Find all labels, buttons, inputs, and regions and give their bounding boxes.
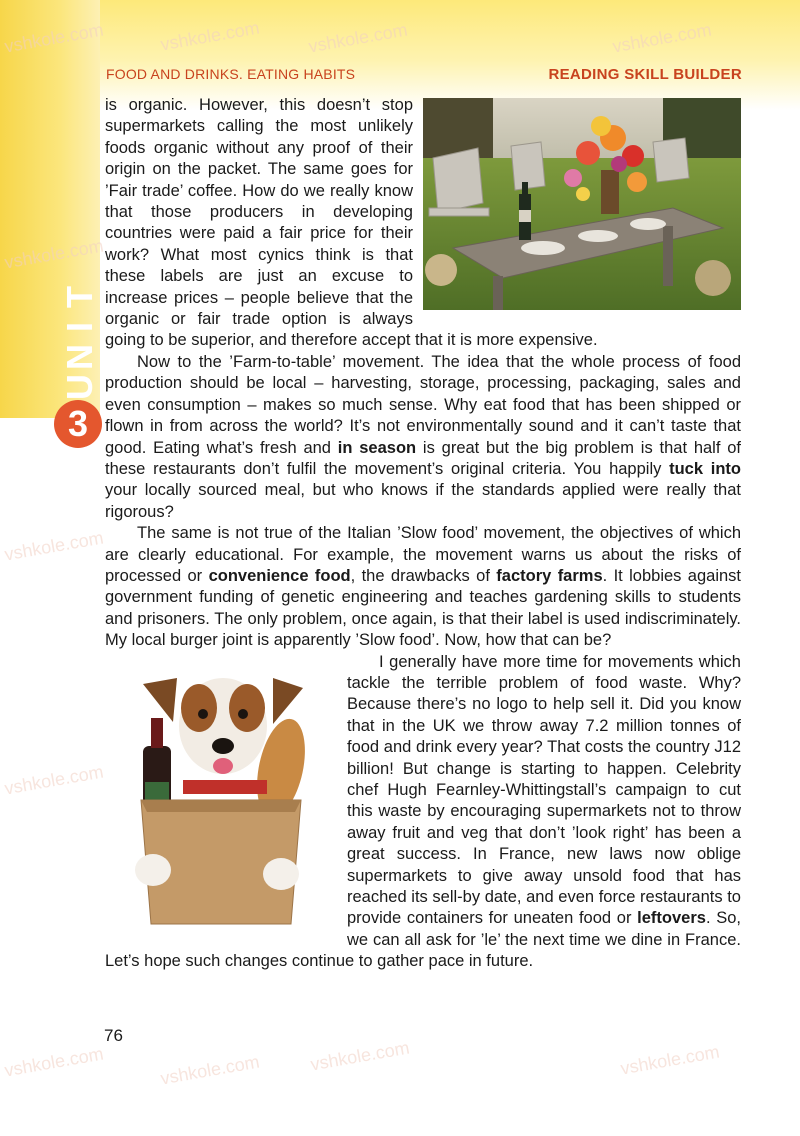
unit-number-badge: 3 bbox=[54, 400, 102, 448]
dog-with-grocery-bag-illustration bbox=[105, 662, 337, 934]
key-phrase-convenience-food: convenience food bbox=[208, 566, 351, 585]
article-body bbox=[105, 95, 741, 973]
key-phrase-tuck-into: tuck into bbox=[669, 459, 742, 478]
watermark: vshkole.com bbox=[618, 1041, 721, 1079]
garden-table-illustration bbox=[423, 98, 741, 310]
section-title: FOOD AND DRINKS. EATING HABITS bbox=[106, 66, 356, 82]
key-phrase-leftovers: leftovers bbox=[637, 909, 706, 928]
unit-letter: T bbox=[59, 286, 100, 308]
paragraph-1: is organic. However, this doesn’t stop supermarkets calling the most unlikely foods organic without any proof of their origin on the packet. The same goes for ’Fair trade’ coffee. How do we really know that those producers in developing countries were paid a fair price for their work? What most cynics think is that these labels are just an excuse to increase prices – people believe that the organic or fair trade option is always going to be superior, and therefore accept that it is more expensive. bbox=[105, 96, 598, 350]
watermark: vshkole.com bbox=[2, 527, 105, 565]
watermark: vshkole.com bbox=[2, 1043, 105, 1081]
unit-letter: N bbox=[59, 344, 100, 370]
key-phrase-factory-farms: factory farms bbox=[496, 566, 603, 585]
watermark: vshkole.com bbox=[158, 17, 261, 55]
paragraph-3-text: , the drawbacks of bbox=[350, 566, 497, 585]
paragraph-3-text: . It lobbies against government funding of genetic engineering and teaches gardening skills to students and prisoners. The only problem, once again, is that their label is used indiscriminately. My local burger joint is apparently ’Slow food’. Now, how that can be? bbox=[105, 566, 742, 650]
paragraph-3-text: The same is not true of the Italian ’Slow food’ movement, the objectives of which are clearly educational. For example, the movement warns us about the risks of processed or bbox=[105, 524, 741, 585]
watermark: vshkole.com bbox=[2, 235, 105, 273]
watermark: vshkole.com bbox=[2, 761, 105, 799]
dog-grocery-photo bbox=[105, 662, 337, 934]
paragraph-2-text: is great but the big problem is that half of these restaurants don’t fulfil the movement’s original criteria. You happily bbox=[105, 438, 741, 478]
feature-title: READING SKILL BUILDER bbox=[548, 66, 742, 83]
paragraph-4-text: I generally have more time for movements which tackle the terrible problem of food waste. Why? Because there’s no logo to help sell it. Did you know that in the UK we throw away 7.2 million tonnes of food and drink every year? That costs the country J12 billion! But change is starting to happen. Celebrity chef Hugh Fearnley-Whittingstall’s campaign to cut this waste by encouraging supermarkets not to throw away fruit and veg that don’t ’look right’ has been a great success. In France, new laws now oblige supermarkets to give away unsold food that has reached its sell-by date, and even force restaurants to provide containers for uneaten food or bbox=[347, 652, 741, 928]
unit-letter: I bbox=[58, 321, 100, 333]
watermark: vshkole.com bbox=[158, 1051, 261, 1089]
paragraph-2-text: Now to the ’Farm-to-table’ movement. The idea that the whole process of food production should be local – harvesting, storage, processing, packaging, sales and even consumption – makes so much sense. Why eat food that has been shipped or flown in from across the world? It’s not environmentally sound and it can’t taste that good. Eating what’s fresh and bbox=[105, 352, 741, 457]
unit-label bbox=[56, 282, 104, 402]
paragraph-2-text: your locally sourced meal, but who knows if the standards applied were really that rigorous? bbox=[105, 481, 741, 521]
garden-table-photo bbox=[423, 98, 741, 310]
watermark: vshkole.com bbox=[306, 19, 409, 57]
top-yellow-band bbox=[0, 0, 800, 110]
page-number: 76 bbox=[104, 1026, 123, 1045]
unit-letter: U bbox=[59, 374, 100, 400]
paragraph-2 bbox=[105, 352, 741, 523]
watermark: vshkole.com bbox=[2, 19, 105, 57]
paragraph-3 bbox=[105, 523, 741, 651]
paragraph-4-text: . So, we can all ask for ’le’ the next time we dine in France. Let’s hope such changes continue to gather pace in future. bbox=[105, 909, 741, 971]
watermark: vshkole.com bbox=[308, 1037, 411, 1075]
watermark: vshkole.com bbox=[610, 19, 713, 57]
key-phrase-in-season: in season bbox=[337, 438, 417, 457]
